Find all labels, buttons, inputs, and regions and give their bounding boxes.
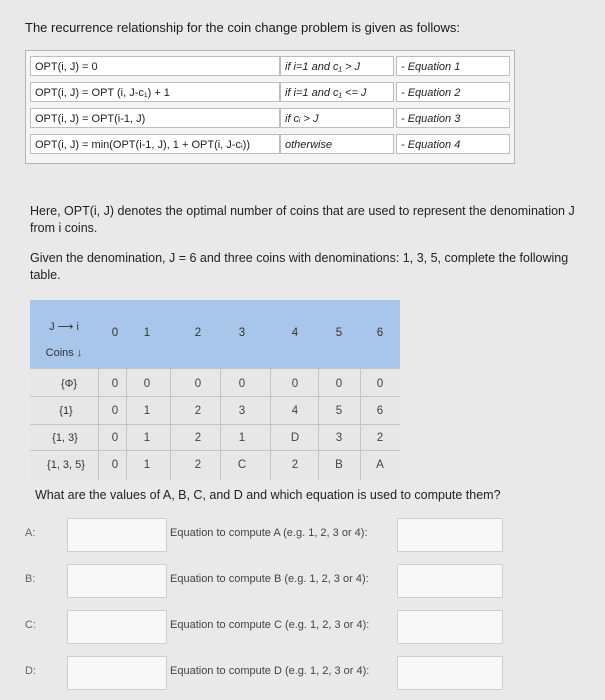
column-divider <box>270 368 271 480</box>
equation-condition: if cᵢ > J <box>280 108 394 128</box>
equation-prompt: Equation to compute D (e.g. 1, 2, 3 or 4): <box>170 665 370 677</box>
table-cell: 5 <box>335 405 343 417</box>
table-cell: 1 <box>143 432 151 444</box>
equation-condition: otherwise <box>280 134 394 154</box>
equation-a-input[interactable] <box>397 518 503 552</box>
column-divider <box>126 368 127 480</box>
column-header: 0 <box>111 327 119 339</box>
table-cell: 3 <box>335 432 343 444</box>
dp-table <box>30 300 400 480</box>
explanation-line-2: from i coins. <box>30 221 98 235</box>
row-divider <box>30 368 400 369</box>
given-line-2: table. <box>30 268 61 282</box>
answer-d-input[interactable] <box>67 656 167 690</box>
table-cell: 2 <box>376 432 384 444</box>
table-cell: 2 <box>194 405 202 417</box>
equation-row-4 <box>26 132 514 156</box>
answer-c-input[interactable] <box>67 610 167 644</box>
table-cell: 1 <box>143 405 151 417</box>
equation-condition: if i=1 and c₁ <= J <box>280 82 394 102</box>
column-header: 1 <box>143 327 151 339</box>
equation-formula: OPT(i, J) = min(OPT(i-1, J), 1 + OPT(i, J-cᵢ)) <box>30 134 280 154</box>
answer-b-input[interactable] <box>67 564 167 598</box>
question-text: What are the values of A, B, C, and D and which equation is used to compute them? <box>35 488 501 502</box>
column-header: 6 <box>376 327 384 339</box>
equation-label: - Equation 4 <box>396 134 510 154</box>
table-cell-d: D <box>290 432 300 444</box>
column-header: 5 <box>335 327 343 339</box>
equation-prompt: Equation to compute A (e.g. 1, 2, 3 or 4): <box>170 527 368 539</box>
table-cell: 6 <box>376 405 384 417</box>
header-j-label: J ⟶ i <box>49 321 79 333</box>
answer-row-a <box>25 515 585 555</box>
equation-row-1 <box>26 54 514 78</box>
equation-row-2 <box>26 80 514 104</box>
answer-a-input[interactable] <box>67 518 167 552</box>
table-cell-c: C <box>237 459 247 471</box>
table-cell: 0 <box>111 405 119 417</box>
table-cell: 0 <box>111 378 119 390</box>
column-header: 2 <box>194 327 202 339</box>
column-header: 3 <box>238 327 246 339</box>
equation-condition: if i=1 and c₁ > J <box>280 56 394 76</box>
row-label: {1} <box>59 405 73 417</box>
given-line-1: Given the denomination, J = 6 and three coins with denominations: 1, 3, 5, complete the following <box>30 251 569 265</box>
table-cell: 0 <box>194 378 202 390</box>
column-divider <box>170 368 171 480</box>
answer-label: A: <box>25 527 36 539</box>
recurrence-box <box>25 50 515 164</box>
equation-b-input[interactable] <box>397 564 503 598</box>
table-cell: 0 <box>238 378 246 390</box>
table-cell: 0 <box>143 378 151 390</box>
answer-row-d <box>25 653 585 693</box>
answer-label: D: <box>25 665 36 677</box>
table-cell: 0 <box>291 378 299 390</box>
table-cell: 2 <box>194 459 202 471</box>
answer-label: C: <box>25 619 36 631</box>
equation-formula: OPT(i, J) = OPT (i, J-c₁) + 1 <box>30 82 280 102</box>
table-cell-b: B <box>335 459 343 471</box>
row-divider <box>30 424 400 425</box>
table-cell: 4 <box>291 405 299 417</box>
table-cell: 3 <box>238 405 246 417</box>
equation-formula: OPT(i, J) = OPT(i-1, J) <box>30 108 280 128</box>
equation-formula: OPT(i, J) = 0 <box>30 56 280 76</box>
row-label: {1, 3} <box>52 432 78 444</box>
equation-c-input[interactable] <box>397 610 503 644</box>
problem-title: The recurrence relationship for the coin change problem is given as follows: <box>25 20 461 35</box>
equation-d-input[interactable] <box>397 656 503 690</box>
equation-row-3 <box>26 106 514 130</box>
row-divider <box>30 450 400 451</box>
column-header: 4 <box>291 327 299 339</box>
equation-label: - Equation 2 <box>396 82 510 102</box>
table-cell: 0 <box>111 459 119 471</box>
answer-row-c <box>25 607 585 647</box>
table-cell: 0 <box>335 378 343 390</box>
equation-prompt: Equation to compute B (e.g. 1, 2, 3 or 4): <box>170 573 369 585</box>
equation-prompt: Equation to compute C (e.g. 1, 2, 3 or 4): <box>170 619 370 631</box>
answer-label: B: <box>25 573 36 585</box>
table-cell: 1 <box>238 432 246 444</box>
equation-label: - Equation 3 <box>396 108 510 128</box>
row-label: {1, 3, 5} <box>47 459 85 471</box>
equation-label: - Equation 1 <box>396 56 510 76</box>
row-label: {Φ} <box>60 378 78 390</box>
row-divider <box>30 396 400 397</box>
answer-row-b <box>25 561 585 601</box>
table-cell: 0 <box>376 378 384 390</box>
header-coins-label: Coins ↓ <box>45 347 83 359</box>
table-cell: 1 <box>143 459 151 471</box>
explanation-line-1: Here, OPT(i, J) denotes the optimal number of coins that are used to represent the denomination J <box>30 204 575 218</box>
table-cell: 2 <box>291 459 299 471</box>
table-cell: 0 <box>111 432 119 444</box>
table-cell-a: A <box>376 459 384 471</box>
column-divider <box>220 368 221 480</box>
table-cell: 2 <box>194 432 202 444</box>
